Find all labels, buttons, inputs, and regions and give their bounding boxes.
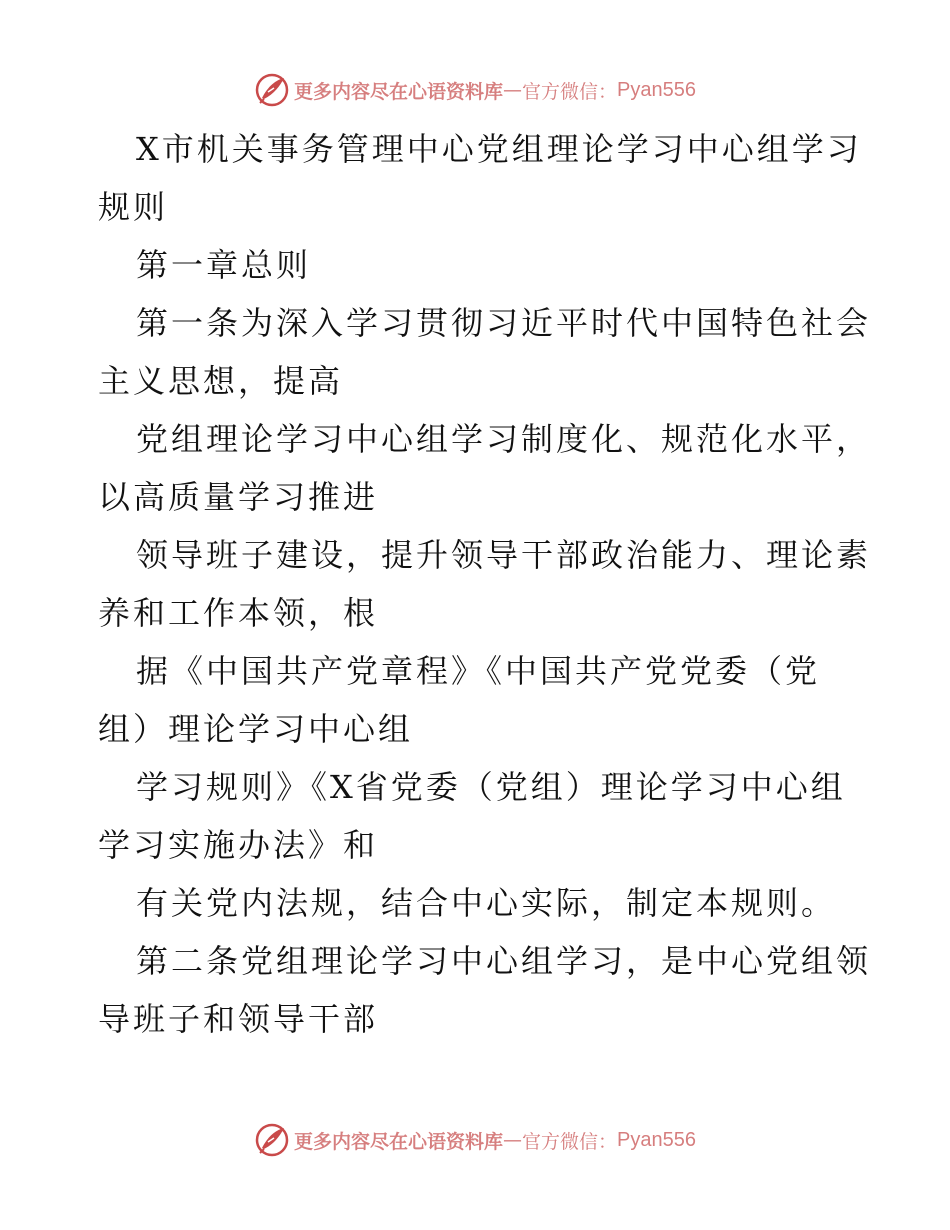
watermark-official-label: 官方微信： (522, 80, 618, 103)
watermark-banner-bottom (0, 1120, 950, 1160)
document-line: 据《中国共产党章程》《中国共产党党委（党 (136, 652, 821, 690)
document-line: 组）理论学习中心组 (98, 710, 414, 748)
document-line: 第一章总则 (136, 246, 312, 284)
document-line: 养和工作本领，根 (98, 594, 379, 632)
document-line: 第二条党组理论学习中心组学习，是中心党组领 (136, 942, 872, 980)
quill-pen-logo-icon (254, 72, 290, 108)
document-line: 导班子和领导干部 (98, 1000, 379, 1038)
document-body (98, 120, 872, 1048)
watermark-main-text: 更多内容尽在心语资料库 (294, 80, 504, 103)
watermark-main-text: 更多内容尽在心语资料库 (294, 1130, 504, 1153)
watermark-separator: — (503, 1129, 523, 1151)
document-line: 党组理论学习中心组学习制度化、规范化水平， (136, 420, 872, 458)
document-line: 第一条为深入学习贯彻习近平时代中国特色社会 (136, 304, 872, 342)
watermark-wechat-id: Pyan556 (617, 78, 696, 101)
watermark-banner-top (0, 70, 950, 110)
quill-pen-logo-icon (254, 1122, 290, 1158)
watermark-separator: — (503, 79, 523, 101)
document-line: 学习规则》《X省党委（党组）理论学习中心组 (136, 768, 846, 806)
watermark-official-label: 官方微信： (522, 1130, 618, 1153)
document-line: 以高质量学习推进 (98, 478, 379, 516)
document-line: 主义思想，提高 (98, 362, 344, 400)
document-line: 有关党内法规，结合中心实际，制定本规则。 (136, 884, 837, 922)
document-line: 学习实施办法》和 (98, 826, 379, 864)
document-line: X市机关事务管理中心党组理论学习中心组学习 (136, 130, 862, 168)
watermark-wechat-id: Pyan556 (617, 1128, 696, 1151)
document-line: 领导班子建设，提升领导干部政治能力、理论素 (136, 536, 872, 574)
document-line: 规则 (98, 188, 169, 226)
